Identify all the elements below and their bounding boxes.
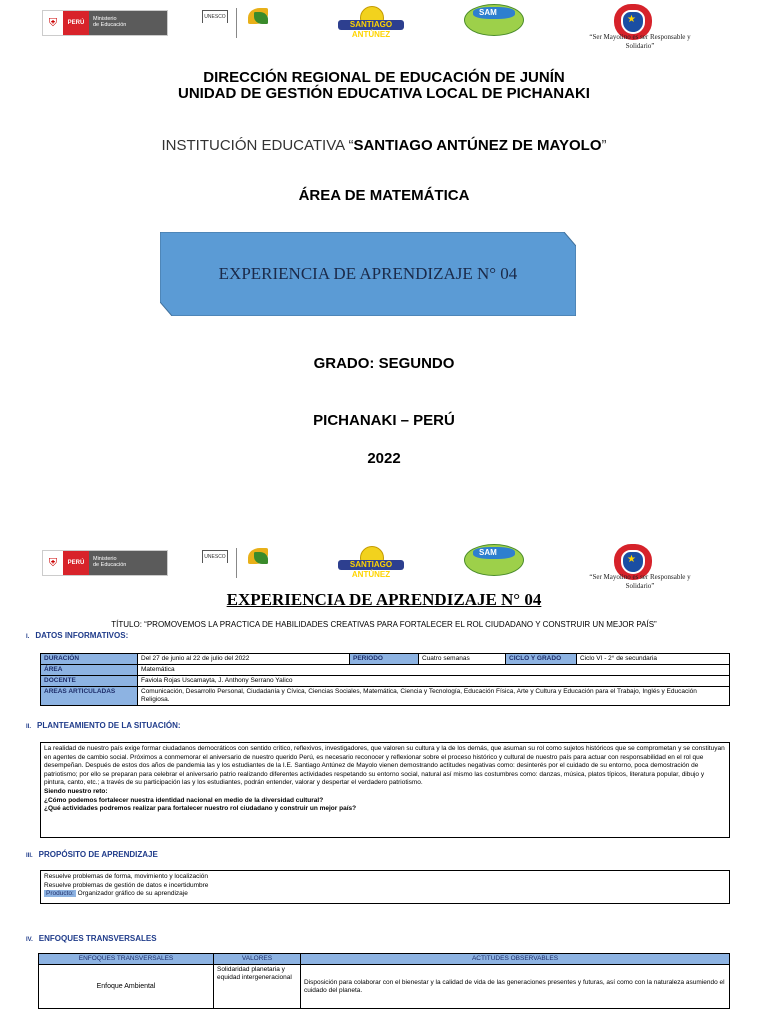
reto-question-1: ¿Cómo podemos fortalecer nuestra identidad nacional en medio de la diversidad cultural? xyxy=(44,796,324,804)
school-logo: SANTIAGO ANTÚNEZ xyxy=(338,6,404,40)
reto-label: Siendo nuestro reto: xyxy=(44,787,108,795)
valores-header: VALORES xyxy=(214,954,301,965)
school-motto: “Ser Mayolino es ser Responsable y Solidario” xyxy=(589,33,691,50)
grade: GRADO: SEGUNDO xyxy=(313,355,455,372)
sam-logo: SAM xyxy=(464,4,522,40)
enfoques-header: ENFOQUES TRANSVERSALES xyxy=(39,954,214,965)
year: 2022 xyxy=(367,450,401,467)
ciclo-value: Ciclo VI - 2° de secundaria xyxy=(577,654,730,665)
producto-row xyxy=(44,890,726,899)
ciclo-label: CICLO Y GRADO xyxy=(506,654,577,665)
cover-line-1: DIRECCIÓN REGIONAL DE EDUCACIÓN DE JUNÍN xyxy=(203,69,565,86)
place: PICHANAKI – PERÚ xyxy=(313,412,455,429)
unesco-temple-icon: UNESCO xyxy=(202,550,228,563)
school-motto: “Ser Mayolino es ser Responsable y Solidario” xyxy=(589,573,691,590)
area-label: ÁREA xyxy=(41,665,138,676)
section-enfoques: IV. ENFOQUES TRANSVERSALES xyxy=(26,934,157,943)
school-logo: SANTIAGO ANTÚNEZ xyxy=(338,546,404,580)
proposito-box xyxy=(40,870,730,904)
producto-value: Organizador gráfico de su aprendizaje xyxy=(77,890,188,898)
peru-shield-icon: ⛨ xyxy=(43,11,63,35)
minedu-logo xyxy=(42,10,168,36)
areas-value: Comunicación, Desarrollo Personal, Ciudadanía y Cívica, Ciencias Sociales, Matemática, Ciencia y Tecnología, Educación Física, Arte y Cultura y Educación para el Trabajo, Inglés y Educación Religiosa. xyxy=(138,687,730,706)
unesco-logo xyxy=(196,548,237,578)
section-proposito: III. PROPÓSITO DE APRENDIZAJE xyxy=(26,850,158,859)
actitudes-header: ACTITUDES OBSERVABLES xyxy=(301,954,730,965)
peru-label: PERÚ xyxy=(63,551,89,575)
institution-name: INSTITUCIÓN EDUCATIVA “SANTIAGO ANTÚNEZ DE MAYOLO” xyxy=(161,137,607,154)
situacion-text: La realidad de nuestro país exige formar ciudadanos democráticos con sentido crítico, reflexivos, investigadores, que valoren su cultura y la de los demás, que asuman su rol como sujetos históricos que se comprometan y se constituyan en agentes de cambio social. Próximos a conmemorar el aniversario de nuestro querido Perú, es necesario reconocer y reflexionar sobre el proceso histórico y cultural de nuestro país para actuar con responsabilidad en el rol que desempeñan. Después de estos dos años de pandemia las y los estudiantes de la I.E. Santiago Antúnez de Mayolo vienen demostrando actitudes negativas como: desinterés por el cuidado de su entorno, poca demostración de patriotismo; por ello se preparan para celebrar el aniversario patrio realizando diferentes actividades respetando su entorno social, natural así mismo las costumbres como: danzas, música, platos típicos, literatura popular, dibujo y pintura, canto, etc.; a través de su participación las y los estudiantes, podrán entender, valorar y despertar el verdadero patriotismo. xyxy=(44,745,725,787)
sam-logo: SAM xyxy=(464,544,522,580)
cover-line-2: UNIDAD DE GESTIÓN EDUCATIVA LOCAL DE PICHANAKI xyxy=(178,85,590,102)
duracion-value: Del 27 de junio al 22 de julio del 2022 xyxy=(138,654,350,665)
situacion-box xyxy=(40,742,730,838)
banner-text: EXPERIENCIA DE APRENDIZAJE N° 04 xyxy=(218,264,518,283)
experience-banner xyxy=(160,232,576,316)
peru-shield-icon: ⛨ xyxy=(43,551,63,575)
minedu-logo xyxy=(42,550,168,576)
datos-table xyxy=(40,653,730,706)
proposito-line-1: Resuelve problemas de forma, movimiento y localización xyxy=(44,873,209,880)
valor-solidaridad: Solidaridad planetaria y equidad intergeneracional xyxy=(214,965,301,1009)
duracion-label: DURACIÓN xyxy=(41,654,138,665)
peru-label: PERÚ xyxy=(63,11,89,35)
ecological-leaf-logo xyxy=(244,548,288,578)
ministry-label: Ministerio de Educación xyxy=(89,11,167,35)
header-logos-top xyxy=(0,4,768,54)
section-planteamiento: II. PLANTEAMIENTO DE LA SITUACIÓN: xyxy=(26,721,181,730)
ministry-label: Ministerio de Educación xyxy=(89,551,167,575)
area-title: ÁREA DE MATEMÁTICA xyxy=(298,187,470,204)
document-subtitle: TÍTULO: “PROMOVEMOS LA PRACTICA DE HABILIDADES CREATIVAS PARA FORTALECER EL ROL CIUDADANO Y CONSTRUIR UN MEJOR PAÍS” xyxy=(111,620,657,629)
areas-label: AREAS ARTICULADAS xyxy=(41,687,138,706)
section-datos-informativos: I. DATOS INFORMATIVOS: xyxy=(26,631,129,640)
school-crest-icon: ★ xyxy=(614,4,652,40)
area-value: Matemática xyxy=(138,665,730,676)
periodo-value: Cuatro semanas xyxy=(419,654,506,665)
producto-label: Producto: xyxy=(46,890,74,898)
ecological-leaf-logo xyxy=(244,8,288,38)
actitud-ambiental: Disposición para colaborar con el bienestar y la calidad de vida de las generaciones presentes y futuras, así como con la naturaleza asumiendo el cuidado del planeta. xyxy=(301,965,730,1009)
unesco-logo xyxy=(196,8,237,38)
docente-label: DOCENTE xyxy=(41,676,138,687)
reto-question-2: ¿Qué actividades podremos realizar para fortalecer nuestro rol ciudadano y construir un mejor país? xyxy=(44,805,357,813)
unesco-temple-icon: UNESCO xyxy=(202,10,228,23)
docente-value: Faviola Rojas Uscamayta, J. Anthony Serrano Yalico xyxy=(138,676,730,687)
header-logos-page2 xyxy=(0,544,768,594)
enfoques-table xyxy=(38,953,730,1009)
document-title: EXPERIENCIA DE APRENDIZAJE N° 04 xyxy=(226,590,542,609)
enfoque-ambiental: Enfoque Ambiental xyxy=(39,965,214,1009)
school-crest-icon: ★ xyxy=(614,544,652,580)
periodo-label: PERIODO xyxy=(350,654,419,665)
cover-heading xyxy=(0,70,768,102)
proposito-line-2: Resuelve problemas de gestión de datos e incertidumbre xyxy=(44,881,209,889)
